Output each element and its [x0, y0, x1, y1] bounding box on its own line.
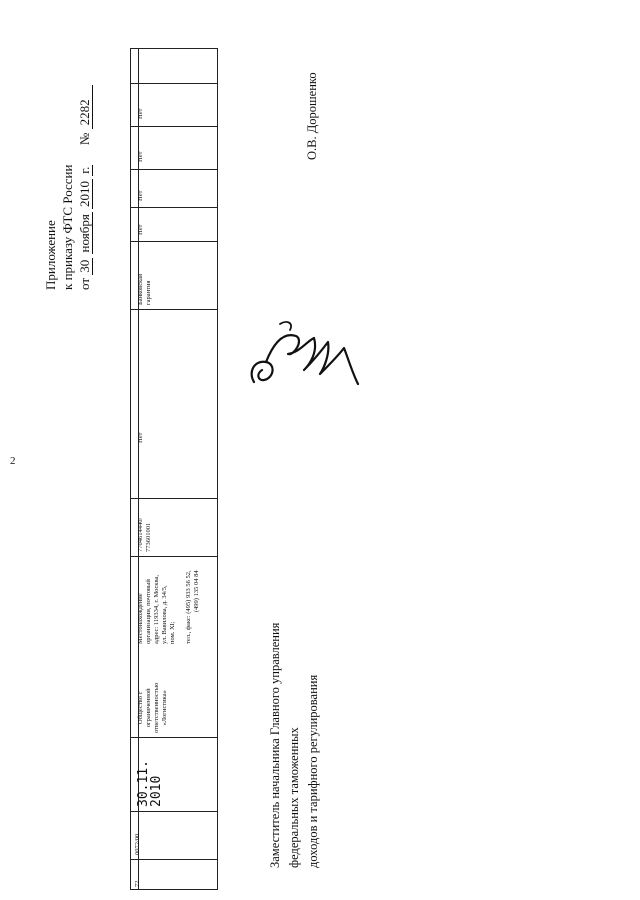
signature-block: [266, 623, 323, 868]
cell-net-4: Нет: [137, 151, 144, 162]
address-line: (499) 135 04 84: [193, 570, 200, 613]
address-line: адрес: 119334, г. Москва,: [153, 574, 160, 644]
signatory-title-line-1: Заместитель начальника Главного управления: [268, 622, 282, 868]
date-prefix: от: [77, 277, 92, 290]
org-line: ограниченной: [145, 688, 152, 728]
inn-line: 7704614440/: [137, 517, 144, 552]
registry-table: [130, 48, 218, 890]
appendix-order-line: к приказу ФТС России: [60, 164, 75, 290]
appendix-title: Приложение: [43, 220, 58, 290]
date-line-2: 2010: [149, 775, 164, 807]
order-number: 2282: [77, 85, 93, 129]
year-suffix: г.: [77, 166, 92, 174]
signatory-name: О.В. Дорошенко: [305, 72, 319, 160]
date-line-1: 30.11.: [136, 760, 151, 807]
signatory-title-line-2: федеральных таможенных: [287, 727, 301, 868]
cell-net-2: Нет: [137, 224, 144, 235]
cell-net-1: Нет: [137, 432, 144, 443]
guarantee-line: Банковская: [137, 273, 144, 305]
cell-address: [137, 570, 201, 644]
address-line: Местонахождение: [137, 593, 144, 644]
handwritten-signature: [244, 312, 364, 397]
cell-net-3: Нет: [137, 190, 144, 201]
page-number: 2: [10, 455, 16, 467]
org-line: ответственностью: [153, 682, 160, 733]
cell-date: [137, 760, 163, 807]
inn-line: 773601001: [145, 522, 152, 552]
cell-organization: [137, 683, 169, 733]
org-line: «Логистика»: [161, 690, 168, 726]
address-line: [177, 570, 185, 644]
address-line: ул. Вавилова, д. 34/5,: [161, 585, 168, 644]
address-line: организации, почтовый: [145, 579, 152, 644]
number-sign: №: [77, 132, 92, 146]
cell-row-number: 72: [134, 880, 141, 887]
appendix-date-line: [76, 85, 93, 290]
org-line: Общество с: [137, 691, 144, 725]
order-month: ноября: [77, 214, 92, 253]
order-year: 2010: [77, 180, 92, 207]
cell-guarantee: [137, 274, 153, 305]
address-line: тел., факс: (495) 933 56 52,: [185, 570, 192, 644]
guarantee-line: гарантия: [145, 280, 152, 305]
signatory-title-line-3: доходов и тарифного регулирования: [306, 674, 320, 868]
address-line: пом. XI;: [169, 621, 176, 644]
appendix-header: [42, 85, 93, 290]
order-day: 30: [77, 259, 92, 273]
cell-net-5: Нет: [137, 108, 144, 119]
cell-reg-number: 0072/00: [134, 833, 141, 855]
cell-inn-kpp: [137, 518, 153, 552]
